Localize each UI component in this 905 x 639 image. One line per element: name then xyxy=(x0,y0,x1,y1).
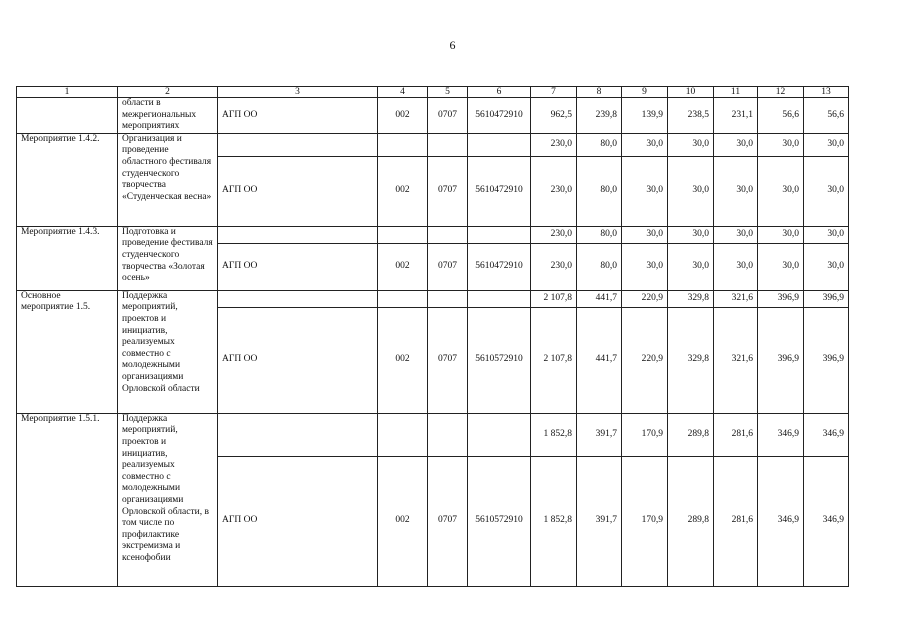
value-cell: 170,9 xyxy=(622,413,668,456)
value-cell: 30,0 xyxy=(714,226,758,243)
value-cell: 30,0 xyxy=(804,226,849,243)
header-cell: 8 xyxy=(577,87,622,98)
value-cell: 441,7 xyxy=(577,290,622,307)
value-cell: 346,9 xyxy=(804,456,849,586)
value-cell: 346,9 xyxy=(804,413,849,456)
value-cell: 2 107,8 xyxy=(531,290,577,307)
value-cell: 30,0 xyxy=(714,243,758,290)
value-cell: 30,0 xyxy=(622,133,668,156)
measure-name-cell: Поддержка мероприятий, проектов и инициатив, реализуемых совместно с молодежными организациями Орловской области, в том числе по профилактике экстремизма и ксенофобии xyxy=(118,413,218,586)
value-cell: 1 852,8 xyxy=(531,456,577,586)
executor-cell: АГП ОО xyxy=(218,243,378,290)
value-cell: 230,0 xyxy=(531,226,577,243)
code-cell: 002 xyxy=(378,98,428,134)
value-cell: 30,0 xyxy=(758,156,804,226)
value-cell: 289,8 xyxy=(668,456,714,586)
code-cell xyxy=(468,413,531,456)
executor-cell xyxy=(218,290,378,307)
header-cell: 13 xyxy=(804,87,849,98)
value-cell: 170,9 xyxy=(622,456,668,586)
executor-cell: АГП ОО xyxy=(218,456,378,586)
value-cell: 239,8 xyxy=(577,98,622,134)
value-cell: 30,0 xyxy=(804,156,849,226)
value-cell: 30,0 xyxy=(622,226,668,243)
value-cell: 396,9 xyxy=(804,290,849,307)
value-cell: 30,0 xyxy=(758,226,804,243)
value-cell: 281,6 xyxy=(714,456,758,586)
value-cell: 30,0 xyxy=(804,133,849,156)
value-cell: 139,9 xyxy=(622,98,668,134)
value-cell: 396,9 xyxy=(758,307,804,413)
value-cell: 30,0 xyxy=(668,243,714,290)
value-cell: 289,8 xyxy=(668,413,714,456)
value-cell: 30,0 xyxy=(804,243,849,290)
code-cell xyxy=(378,226,428,243)
value-cell: 396,9 xyxy=(804,307,849,413)
value-cell: 321,6 xyxy=(714,307,758,413)
code-cell: 002 xyxy=(378,307,428,413)
header-cell: 9 xyxy=(622,87,668,98)
code-cell: 0707 xyxy=(428,156,468,226)
value-cell: 329,8 xyxy=(668,290,714,307)
value-cell: 80,0 xyxy=(577,243,622,290)
table-row xyxy=(17,290,849,307)
code-cell: 002 xyxy=(378,456,428,586)
executor-cell xyxy=(218,413,378,456)
code-cell: 5610472910 xyxy=(468,156,531,226)
code-cell: 0707 xyxy=(428,98,468,134)
code-cell xyxy=(378,413,428,456)
header-cell: 7 xyxy=(531,87,577,98)
value-cell: 238,5 xyxy=(668,98,714,134)
value-cell: 391,7 xyxy=(577,456,622,586)
executor-cell xyxy=(218,226,378,243)
value-cell: 230,0 xyxy=(531,156,577,226)
code-cell: 0707 xyxy=(428,243,468,290)
header-cell: 5 xyxy=(428,87,468,98)
table-body xyxy=(17,87,849,587)
measure-name-cell: Организация и проведение областного фестиваля студенческого творчества «Студенческая весна» xyxy=(118,133,218,226)
code-cell: 002 xyxy=(378,243,428,290)
header-cell: 10 xyxy=(668,87,714,98)
value-cell: 220,9 xyxy=(622,307,668,413)
value-cell: 281,6 xyxy=(714,413,758,456)
value-cell: 30,0 xyxy=(622,243,668,290)
value-cell: 346,9 xyxy=(758,456,804,586)
header-cell: 1 xyxy=(17,87,118,98)
value-cell: 230,0 xyxy=(531,243,577,290)
value-cell: 2 107,8 xyxy=(531,307,577,413)
table-row xyxy=(17,98,849,134)
value-cell: 80,0 xyxy=(577,226,622,243)
table-row xyxy=(17,413,849,456)
code-cell xyxy=(468,290,531,307)
value-cell: 80,0 xyxy=(577,133,622,156)
value-cell: 30,0 xyxy=(714,156,758,226)
value-cell: 962,5 xyxy=(531,98,577,134)
code-cell xyxy=(378,290,428,307)
value-cell: 329,8 xyxy=(668,307,714,413)
value-cell: 30,0 xyxy=(668,226,714,243)
measure-name-cell: Подготовка и проведение фестиваля студенческого творчества «Золотая осень» xyxy=(118,226,218,290)
value-cell: 220,9 xyxy=(622,290,668,307)
value-cell: 30,0 xyxy=(668,156,714,226)
header-cell: 6 xyxy=(468,87,531,98)
value-cell: 30,0 xyxy=(668,133,714,156)
category-cell: Мероприятие 1.4.3. xyxy=(17,226,118,290)
value-cell: 396,9 xyxy=(758,290,804,307)
page-number: 6 xyxy=(449,38,456,52)
code-cell: 002 xyxy=(378,156,428,226)
header-cell: 4 xyxy=(378,87,428,98)
header-cell: 11 xyxy=(714,87,758,98)
value-cell: 30,0 xyxy=(758,133,804,156)
executor-cell xyxy=(218,133,378,156)
value-cell: 56,6 xyxy=(804,98,849,134)
code-cell xyxy=(468,226,531,243)
value-cell: 30,0 xyxy=(714,133,758,156)
value-cell: 1 852,8 xyxy=(531,413,577,456)
header-cell: 12 xyxy=(758,87,804,98)
table-row xyxy=(17,226,849,243)
code-cell xyxy=(428,133,468,156)
code-cell xyxy=(428,413,468,456)
code-cell xyxy=(428,226,468,243)
value-cell: 30,0 xyxy=(622,156,668,226)
code-cell xyxy=(428,290,468,307)
code-cell xyxy=(468,133,531,156)
header-cell: 3 xyxy=(218,87,378,98)
value-cell: 441,7 xyxy=(577,307,622,413)
value-cell: 391,7 xyxy=(577,413,622,456)
measure-name-cell: области в межрегиональных мероприятиях xyxy=(118,98,218,134)
value-cell: 321,6 xyxy=(714,290,758,307)
value-cell: 30,0 xyxy=(758,243,804,290)
budget-table xyxy=(16,86,849,587)
executor-cell: АГП ОО xyxy=(218,98,378,134)
value-cell: 231,1 xyxy=(714,98,758,134)
measure-name-cell: Поддержка мероприятий, проектов и инициатив, реализуемых совместно с молодежными организациями Орловской области xyxy=(118,290,218,413)
category-cell: Основное мероприятие 1.5. xyxy=(17,290,118,413)
code-cell: 5610472910 xyxy=(468,98,531,134)
category-cell: Мероприятие 1.4.2. xyxy=(17,133,118,226)
value-cell: 346,9 xyxy=(758,413,804,456)
category-cell: Мероприятие 1.5.1. xyxy=(17,413,118,586)
code-cell: 0707 xyxy=(428,307,468,413)
value-cell: 230,0 xyxy=(531,133,577,156)
code-cell xyxy=(378,133,428,156)
code-cell: 5610572910 xyxy=(468,456,531,586)
code-cell: 5610472910 xyxy=(468,243,531,290)
header-cell: 2 xyxy=(118,87,218,98)
code-cell: 0707 xyxy=(428,456,468,586)
executor-cell: АГП ОО xyxy=(218,156,378,226)
value-cell: 56,6 xyxy=(758,98,804,134)
code-cell: 5610572910 xyxy=(468,307,531,413)
table-row xyxy=(17,133,849,156)
value-cell: 80,0 xyxy=(577,156,622,226)
category-cell xyxy=(17,98,118,134)
executor-cell: АГП ОО xyxy=(218,307,378,413)
header-row xyxy=(17,87,849,98)
